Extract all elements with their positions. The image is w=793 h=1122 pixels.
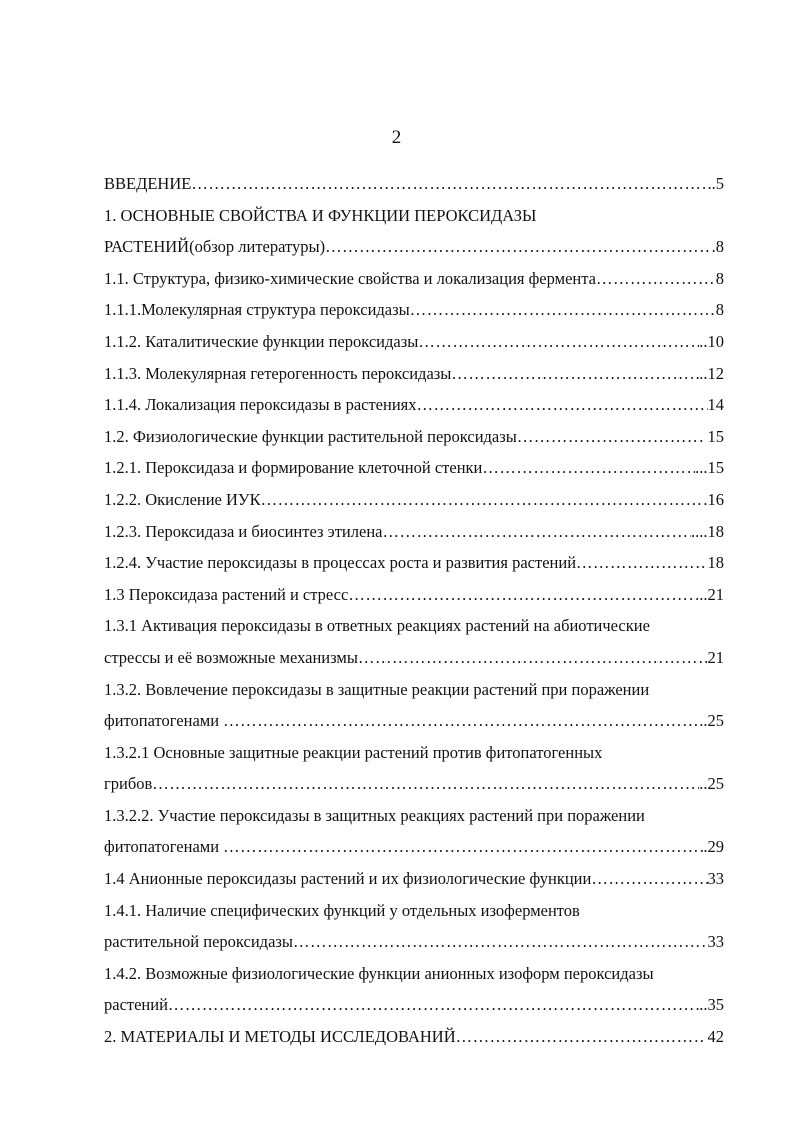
toc-entry	[104, 863, 724, 895]
toc-entry	[104, 705, 724, 737]
toc-entry-title: фитопатогенами	[104, 837, 224, 857]
toc-page-number: .5	[711, 174, 724, 193]
toc-leader-dots	[223, 831, 703, 863]
toc-entry-title: 1.3.2. Вовлечение пероксидазы в защитные реакции растений при поражении	[104, 679, 650, 699]
toc-entry	[104, 926, 724, 958]
toc-page-number: ...21	[695, 584, 724, 604]
toc-entry-title: 1.1.2. Каталитические функции пероксидазы	[104, 331, 419, 351]
toc-leader-dots	[348, 579, 695, 611]
toc-page-number: .29	[703, 837, 724, 857]
toc-entry-title: 1.4 Анионные пероксидазы растений и их физиологические функции	[104, 869, 592, 889]
toc-entry-continued	[104, 958, 724, 990]
toc-page-number: 8	[715, 300, 724, 320]
toc-leader-dots	[517, 421, 699, 453]
toc-entry	[104, 768, 724, 800]
toc-page-number: ..10	[699, 331, 724, 351]
toc-entry-title: 1.4.1. Наличие специфических функций у отдельных изоферментов	[104, 900, 580, 920]
toc-leader-dots	[576, 547, 707, 579]
toc-entry	[104, 516, 724, 548]
toc-page-number: 33	[707, 869, 724, 889]
toc-entry-title: 1.3.2.1 Основные защитные реакции растений против фитопатогенных	[104, 742, 603, 762]
toc-entry-title: фитопатогенами	[104, 711, 224, 731]
toc-page-number: 8	[715, 268, 724, 288]
toc-page-number: ..25	[699, 711, 724, 731]
toc-entry-title: 2. МАТЕРИАЛЫ И МЕТОДЫ ИССЛЕДОВАНИЙ	[104, 1027, 456, 1047]
toc-entry-title: 1. ОСНОВНЫЕ СВОЙСТВА И ФУНКЦИИ ПЕРОКСИДАЗЫ	[104, 205, 537, 225]
toc-entry-continued	[104, 800, 724, 832]
toc-entry-continued	[104, 610, 724, 642]
toc-entry	[104, 989, 724, 1021]
toc-entry	[104, 358, 724, 390]
toc-page-number: ....18	[691, 521, 724, 541]
toc-leader-dots	[596, 263, 716, 295]
toc-entry	[104, 642, 724, 674]
toc-leader-dots	[223, 705, 699, 737]
toc-leader-dots	[168, 989, 699, 1021]
toc-entry-title: растений	[104, 995, 168, 1015]
toc-page-number: . 15	[699, 426, 724, 446]
toc-page-number: 21	[707, 647, 724, 667]
toc-entry	[104, 389, 724, 421]
toc-entry-continued	[104, 895, 724, 927]
toc-leader-dots	[591, 863, 707, 895]
toc-leader-dots	[418, 326, 699, 358]
toc-leader-dots	[293, 926, 707, 958]
toc-entry-title: ВВЕДЕНИЕ	[104, 174, 192, 193]
toc-leader-dots	[417, 389, 708, 421]
toc-entry	[104, 294, 724, 326]
toc-leader-dots	[191, 168, 711, 200]
toc-entry-title: 1.3.2.2. Участие пероксидазы в защитных реакциях растений при поражении	[104, 805, 645, 825]
toc-entry	[104, 421, 724, 453]
toc-page-number: 33	[707, 932, 724, 952]
toc-entry-title: 1.2. Физиологические функции растительной пероксидазы	[104, 426, 517, 446]
toc-leader-dots	[382, 516, 691, 548]
toc-entry	[104, 547, 724, 579]
toc-page-number: .16	[703, 489, 724, 509]
toc-page-number: 14	[707, 395, 724, 415]
toc-leader-dots	[451, 358, 699, 390]
toc-entry-title: 1.2.1. Пероксидаза и формирование клеточной стенки	[104, 458, 483, 478]
toc-entry-title: 1.3 Пероксидаза растений и стресс	[104, 584, 349, 604]
toc-page-number: ..12	[699, 363, 724, 383]
toc-leader-dots	[456, 1021, 704, 1053]
toc-entry-title: стрессы и её возможные механизмы	[104, 647, 358, 667]
toc-page-number: .8	[711, 237, 724, 257]
toc-leader-dots	[358, 642, 708, 674]
toc-entry-title: 1.3.1 Активация пероксидазы в ответных реакциях растений на абиотические	[104, 616, 650, 636]
toc-leader-dots	[410, 294, 716, 326]
toc-entry-continued	[104, 200, 724, 232]
toc-leader-dots	[152, 768, 699, 800]
toc-entry-continued	[104, 674, 724, 706]
table-of-contents	[104, 168, 724, 1053]
toc-entry-title: грибов	[104, 774, 153, 794]
toc-entry-title: 1.1.1.Молекулярная структура пероксидазы	[104, 300, 410, 320]
toc-leader-dots	[261, 484, 704, 516]
toc-entry-title: 1.1. Структура, физико-химические свойства и локализация фермента	[104, 268, 596, 288]
toc-leader-dots	[482, 452, 695, 484]
toc-page-number: ..25	[699, 774, 724, 794]
toc-entry	[104, 326, 724, 358]
toc-page-number: 42	[703, 1027, 724, 1047]
page-number: 2	[391, 127, 402, 148]
toc-entry-title: 1.4.2. Возможные физиологические функции анионных изоформ пероксидазы	[104, 963, 654, 983]
toc-entry	[104, 263, 724, 295]
toc-page-number: 18	[707, 553, 724, 573]
toc-entry	[104, 168, 724, 200]
toc-entry	[104, 231, 724, 263]
toc-leader-dots	[325, 231, 712, 263]
toc-entry	[104, 452, 724, 484]
toc-entry-continued	[104, 737, 724, 769]
toc-page-number: ..35	[699, 995, 724, 1015]
toc-entry-title: 1.1.4. Локализация пероксидазы в растениях	[104, 395, 417, 415]
toc-entry	[104, 579, 724, 611]
toc-entry-title: 1.1.3. Молекулярная гетерогенность пероксидазы	[104, 363, 452, 383]
toc-entry	[104, 1021, 724, 1053]
toc-entry	[104, 831, 724, 863]
toc-entry-title: 1.2.3. Пероксидаза и биосинтез этилена	[104, 521, 383, 541]
toc-page-number: ...15	[695, 458, 724, 478]
toc-entry-title: 1.2.2. Окисление ИУК	[104, 489, 261, 509]
toc-entry-title: 1.2.4. Участие пероксидазы в процессах роста и развития растений	[104, 553, 577, 573]
toc-entry-title: растительной пероксидазы	[104, 932, 294, 952]
toc-entry-title: РАСТЕНИЙ(обзор литературы)	[104, 237, 326, 257]
toc-entry	[104, 484, 724, 516]
